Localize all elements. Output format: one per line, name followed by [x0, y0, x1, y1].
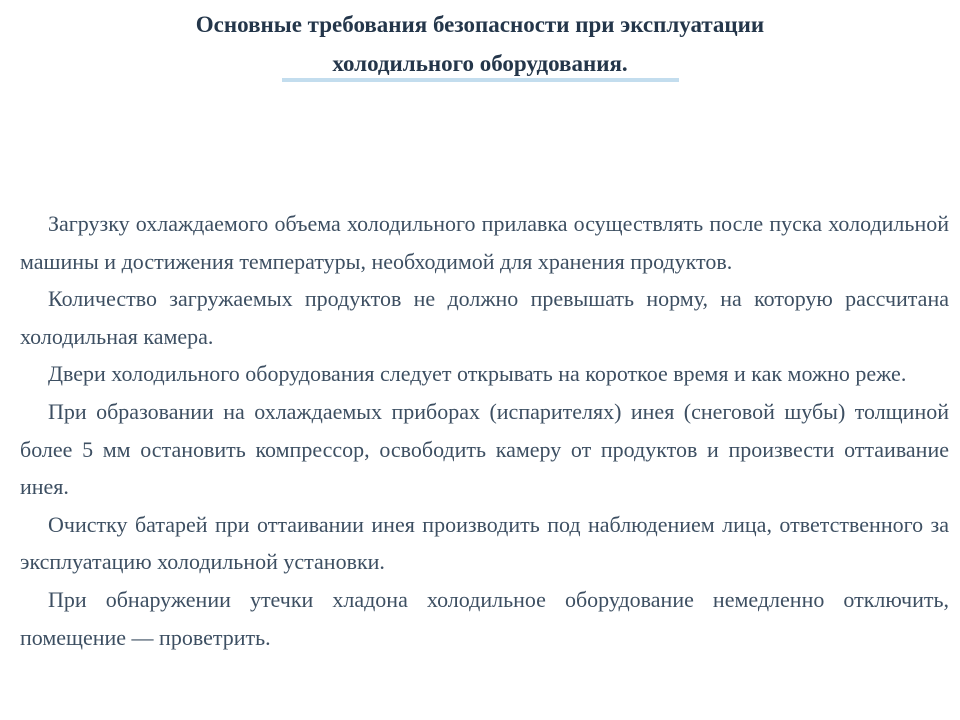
title-line-2: холодильного оборудования. [332, 51, 628, 76]
paragraph-cleaning: Очистку батарей при оттаивании инея производить под наблюдением лица, ответственного за эксплуатацию холодильной установки. [20, 511, 949, 575]
paragraph-frost: При образовании на охлаждаемых приборах (испарителях) инея (снеговой шубы) толщиной более 5 мм остановить компрессор, освободить камеру от продуктов и произвести оттаивание инея. [20, 398, 949, 500]
paragraph-loading: Загрузку охлаждаемого объема холодильного прилавка осуществлять после пуска холодильной машины и достижения температуры, необходимой для хранения продуктов. [20, 211, 949, 274]
paragraph-quantity: Количество загружаемых продуктов не должно превышать норму, на которую рассчитана холодильная камера. [20, 286, 949, 349]
paragraph-leak: При обнаружении утечки хладона холодильное оборудование немедленно отключить, помещение — проветрить. [20, 586, 949, 650]
title-underline [282, 78, 679, 82]
title-line-1: Основные требования безопасности при эксплуатации [195, 12, 765, 37]
slide-title [0, 5, 960, 83]
body-text [20, 205, 949, 656]
paragraph-doors: Двери холодильного оборудования следует открывать на короткое время и как можно реже. [48, 361, 907, 387]
